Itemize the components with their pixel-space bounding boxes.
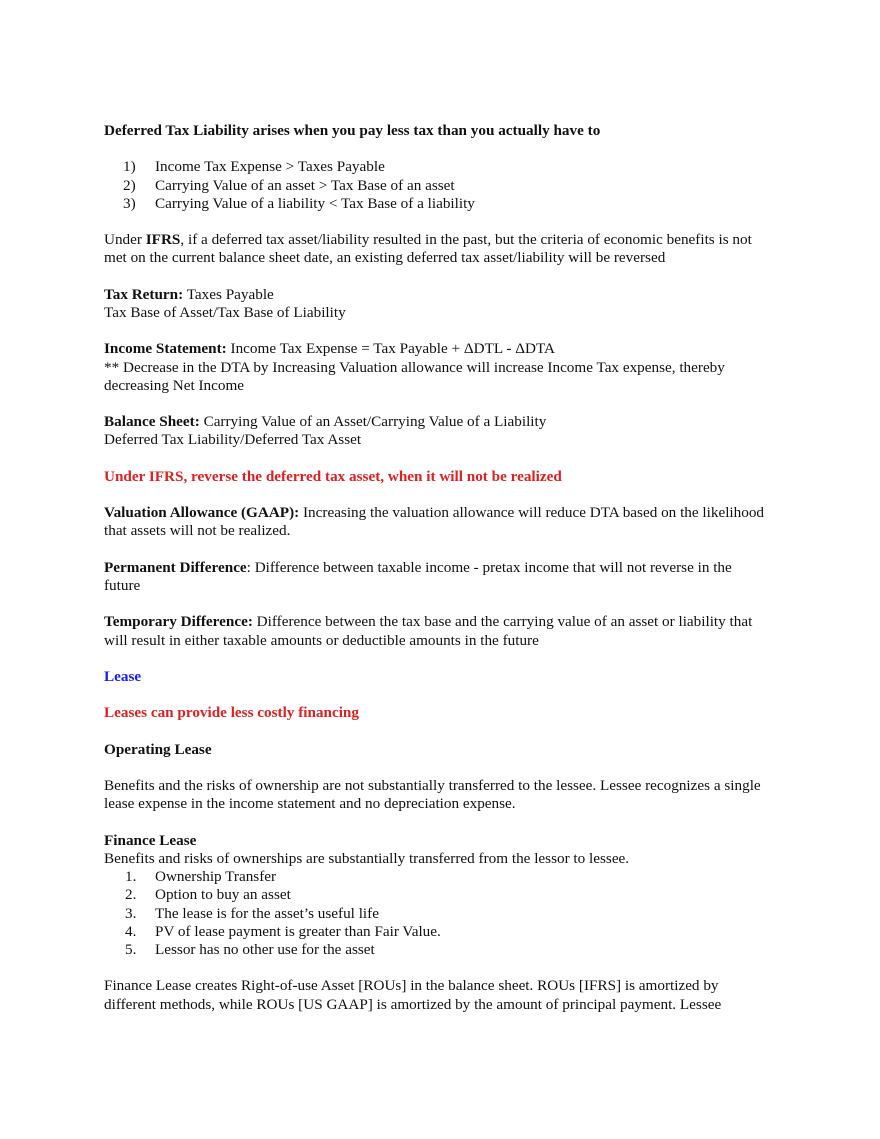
income-statement-section: Income Statement: Income Tax Expense = Tax Payable + ΔDTL - ΔDTA ** Decrease in the DTA by Increasing Valuation allowance will increase Income Tax expense, thereby decreasing Net Income — [104, 340, 725, 394]
list-item: 5. Lessor has no other use for the asset — [125, 940, 375, 958]
ifrs-reversal-note: Under IFRS, if a deferred tax asset/liability resulted in the past, but the criteria of economic benefits is not met on the current balance sheet date, an existing deferred tax asset/liability will be reversed — [104, 231, 752, 267]
operating-lease-text: Benefits and the risks of ownership are not substantially transferred to the lessee. Lessee recognizes a single lease expense in the income statement and no depreciation expense. — [104, 777, 761, 813]
ifrs-reverse-highlight: Under IFRS, reverse the deferred tax asset, when it will not be realized — [104, 467, 562, 485]
balance-sheet-section: Balance Sheet: Carrying Value of an Asset/Carrying Value of a Liability Deferred Tax Liability/Deferred Tax Asset — [104, 413, 547, 449]
dtl-list — [104, 158, 764, 213]
dtl-heading: Deferred Tax Liability arises when you pay less tax than you actually have to — [104, 122, 601, 139]
tax-return-section: Tax Return: Taxes Payable Tax Base of Asset/Tax Base of Liability — [104, 285, 346, 321]
lease-financing-highlight: Leases can provide less costly financing — [104, 704, 359, 722]
document-page — [104, 122, 764, 1014]
list-item: 3. The lease is for the asset’s useful life — [125, 904, 379, 922]
list-item: 4. PV of lease payment is greater than Fair Value. — [125, 922, 441, 940]
lease-heading: Lease — [104, 667, 142, 685]
finance-lease-criteria-list — [104, 868, 764, 959]
finance-lease-section: Finance Lease Benefits and risks of ownerships are substantially transferred from the lessor to lessee. — [104, 831, 630, 867]
permanent-difference-section: Permanent Difference: Difference between taxable income - pretax income that will not reverse in the future — [104, 558, 732, 594]
rou-asset-text: Finance Lease creates Right-of-use Asset [ROUs] in the balance sheet. ROUs [IFRS] is amortized by different methods, while ROUs [US GAAP] is amortized by the amount of principal payment. Lessee — [104, 977, 722, 1013]
temporary-difference-section: Temporary Difference: Difference between the tax base and the carrying value of an asset or liability that will result in either taxable amounts or deductible amounts in the future — [104, 613, 753, 649]
list-item: 2. Option to buy an asset — [125, 886, 291, 904]
list-item: 1) Income Tax Expense > Taxes Payable — [123, 158, 385, 176]
operating-lease-heading: Operating Lease — [104, 740, 212, 758]
valuation-allowance-section: Valuation Allowance (GAAP): Increasing the valuation allowance will reduce DTA based on the likelihood that assets will not be realized. — [104, 504, 765, 540]
list-item: 1. Ownership Transfer — [125, 868, 277, 886]
list-item: 3) Carrying Value of a liability < Tax Base of a liability — [123, 194, 475, 212]
list-item: 2) Carrying Value of an asset > Tax Base of an asset — [123, 176, 455, 194]
